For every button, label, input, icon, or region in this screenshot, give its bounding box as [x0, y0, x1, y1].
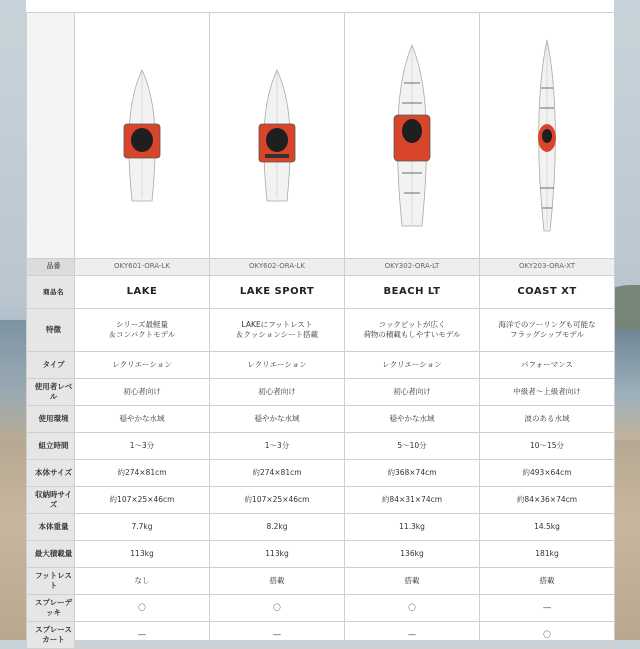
row-max-load: [27, 541, 615, 568]
feature-line: フラッグシップモデル: [509, 330, 585, 339]
product-spraydeck: ―: [480, 595, 615, 622]
background-sea-right: [614, 330, 640, 440]
kayak-lake-image: [112, 68, 172, 203]
row-size: [27, 460, 615, 487]
product-spraydeck: 〇: [210, 595, 345, 622]
row-code: [27, 259, 615, 276]
product-code: OKY602-ORA-LK: [210, 259, 345, 276]
product-environment: 穏やかな水域: [210, 406, 345, 433]
product-sprayskirt: ―: [75, 622, 210, 649]
row-label: 最大積載量: [27, 541, 75, 568]
row-assembly-time: [27, 433, 615, 460]
row-footrest: [27, 568, 615, 595]
product-assembly-time: 10〜15分: [480, 433, 615, 460]
row-label: 特徴: [27, 309, 75, 352]
product-storage-size: 約84×36×74cm: [480, 487, 615, 514]
product-level: 中級者〜上級者向け: [480, 379, 615, 406]
row-type: [27, 352, 615, 379]
product-sprayskirt: ―: [210, 622, 345, 649]
kayak-lake-sport-image: [247, 68, 307, 203]
row-label: タイプ: [27, 352, 75, 379]
product-max-load: 113kg: [75, 541, 210, 568]
row-storage-size: [27, 487, 615, 514]
row-label: フットレスト: [27, 568, 75, 595]
kayak-coast-xt-image: [527, 38, 567, 233]
feature-line: LAKEにフットレスト: [241, 319, 313, 329]
product-sprayskirt: 〇: [480, 622, 615, 649]
kayak-comparison-table: [26, 12, 615, 649]
product-sprayskirt: ―: [345, 622, 480, 649]
product-type: レクリエーション: [210, 352, 345, 379]
row-label: 使用環境: [27, 406, 75, 433]
product-code: OKY203-ORA-XT: [480, 259, 615, 276]
product-storage-size: 約84×31×74cm: [345, 487, 480, 514]
product-assembly-time: 1〜3分: [210, 433, 345, 460]
product-size: 約368×74cm: [345, 460, 480, 487]
feature-line: ＆コンパクトモデル: [108, 330, 176, 339]
product-size: 約274×81cm: [210, 460, 345, 487]
product-name: COAST XT: [480, 276, 615, 309]
product-max-load: 113kg: [210, 541, 345, 568]
row-label: 商品名: [27, 276, 75, 309]
product-spraydeck: 〇: [345, 595, 480, 622]
product-environment: 穏やかな水域: [345, 406, 480, 433]
feature-line: ＆クッションシート搭載: [235, 330, 319, 339]
product-spraydeck: 〇: [75, 595, 210, 622]
row-feature: [27, 309, 615, 352]
product-weight: 7.7kg: [75, 514, 210, 541]
product-type: レクリエーション: [75, 352, 210, 379]
product-size: 約493×64cm: [480, 460, 615, 487]
row-label: 本体重量: [27, 514, 75, 541]
product-environment: 穏やかな水域: [75, 406, 210, 433]
product-assembly-time: 5〜10分: [345, 433, 480, 460]
product-max-load: 136kg: [345, 541, 480, 568]
row-level: [27, 379, 615, 406]
image-row-label: [27, 13, 75, 259]
feature-line: 海洋でのツーリングも可能な: [498, 319, 596, 329]
image-row: [27, 13, 615, 259]
row-environment: [27, 406, 615, 433]
row-weight: [27, 514, 615, 541]
feature-line: コックピットが広く: [378, 319, 446, 329]
row-sprayskirt: [27, 622, 615, 649]
product-name: BEACH LT: [345, 276, 480, 309]
product-feature: [210, 309, 345, 352]
row-label: スプレースカート: [27, 622, 75, 649]
product-type: レクリエーション: [345, 352, 480, 379]
product-name: LAKE SPORT: [210, 276, 345, 309]
product-code: OKY302-ORA-LT: [345, 259, 480, 276]
product-max-load: 181kg: [480, 541, 615, 568]
product-level: 初心者向け: [210, 379, 345, 406]
product-weight: 8.2kg: [210, 514, 345, 541]
product-level: 初心者向け: [75, 379, 210, 406]
background-sea-left: [0, 320, 26, 440]
row-spraydeck: [27, 595, 615, 622]
row-label: 本体サイズ: [27, 460, 75, 487]
product-image-cell: [210, 13, 345, 259]
row-label: 使用者レベル: [27, 379, 75, 406]
product-footrest: 搭載: [345, 568, 480, 595]
product-environment: 波のある水域: [480, 406, 615, 433]
row-name: [27, 276, 615, 309]
row-label: スプレーデッキ: [27, 595, 75, 622]
product-weight: 11.3kg: [345, 514, 480, 541]
product-storage-size: 約107×25×46cm: [75, 487, 210, 514]
product-footrest: なし: [75, 568, 210, 595]
product-assembly-time: 1〜3分: [75, 433, 210, 460]
product-level: 初心者向け: [345, 379, 480, 406]
kayak-beach-lt-image: [382, 43, 442, 228]
product-image-cell: [345, 13, 480, 259]
product-type: パフォーマンス: [480, 352, 615, 379]
product-footrest: 搭載: [480, 568, 615, 595]
row-label: 収納時サイズ: [27, 487, 75, 514]
row-label: 品番: [27, 259, 75, 276]
feature-line: シリーズ最軽量: [115, 319, 169, 329]
product-footrest: 搭載: [210, 568, 345, 595]
product-image-cell: [480, 13, 615, 259]
product-code: OKY601-ORA-LK: [75, 259, 210, 276]
feature-line: 荷物の積載もしやすいモデル: [363, 330, 461, 339]
product-feature: [75, 309, 210, 352]
product-weight: 14.5kg: [480, 514, 615, 541]
product-size: 約274×81cm: [75, 460, 210, 487]
row-label: 組立時間: [27, 433, 75, 460]
product-name: LAKE: [75, 276, 210, 309]
product-image-cell: [75, 13, 210, 259]
product-feature: [480, 309, 615, 352]
product-feature: [345, 309, 480, 352]
product-storage-size: 約107×25×46cm: [210, 487, 345, 514]
